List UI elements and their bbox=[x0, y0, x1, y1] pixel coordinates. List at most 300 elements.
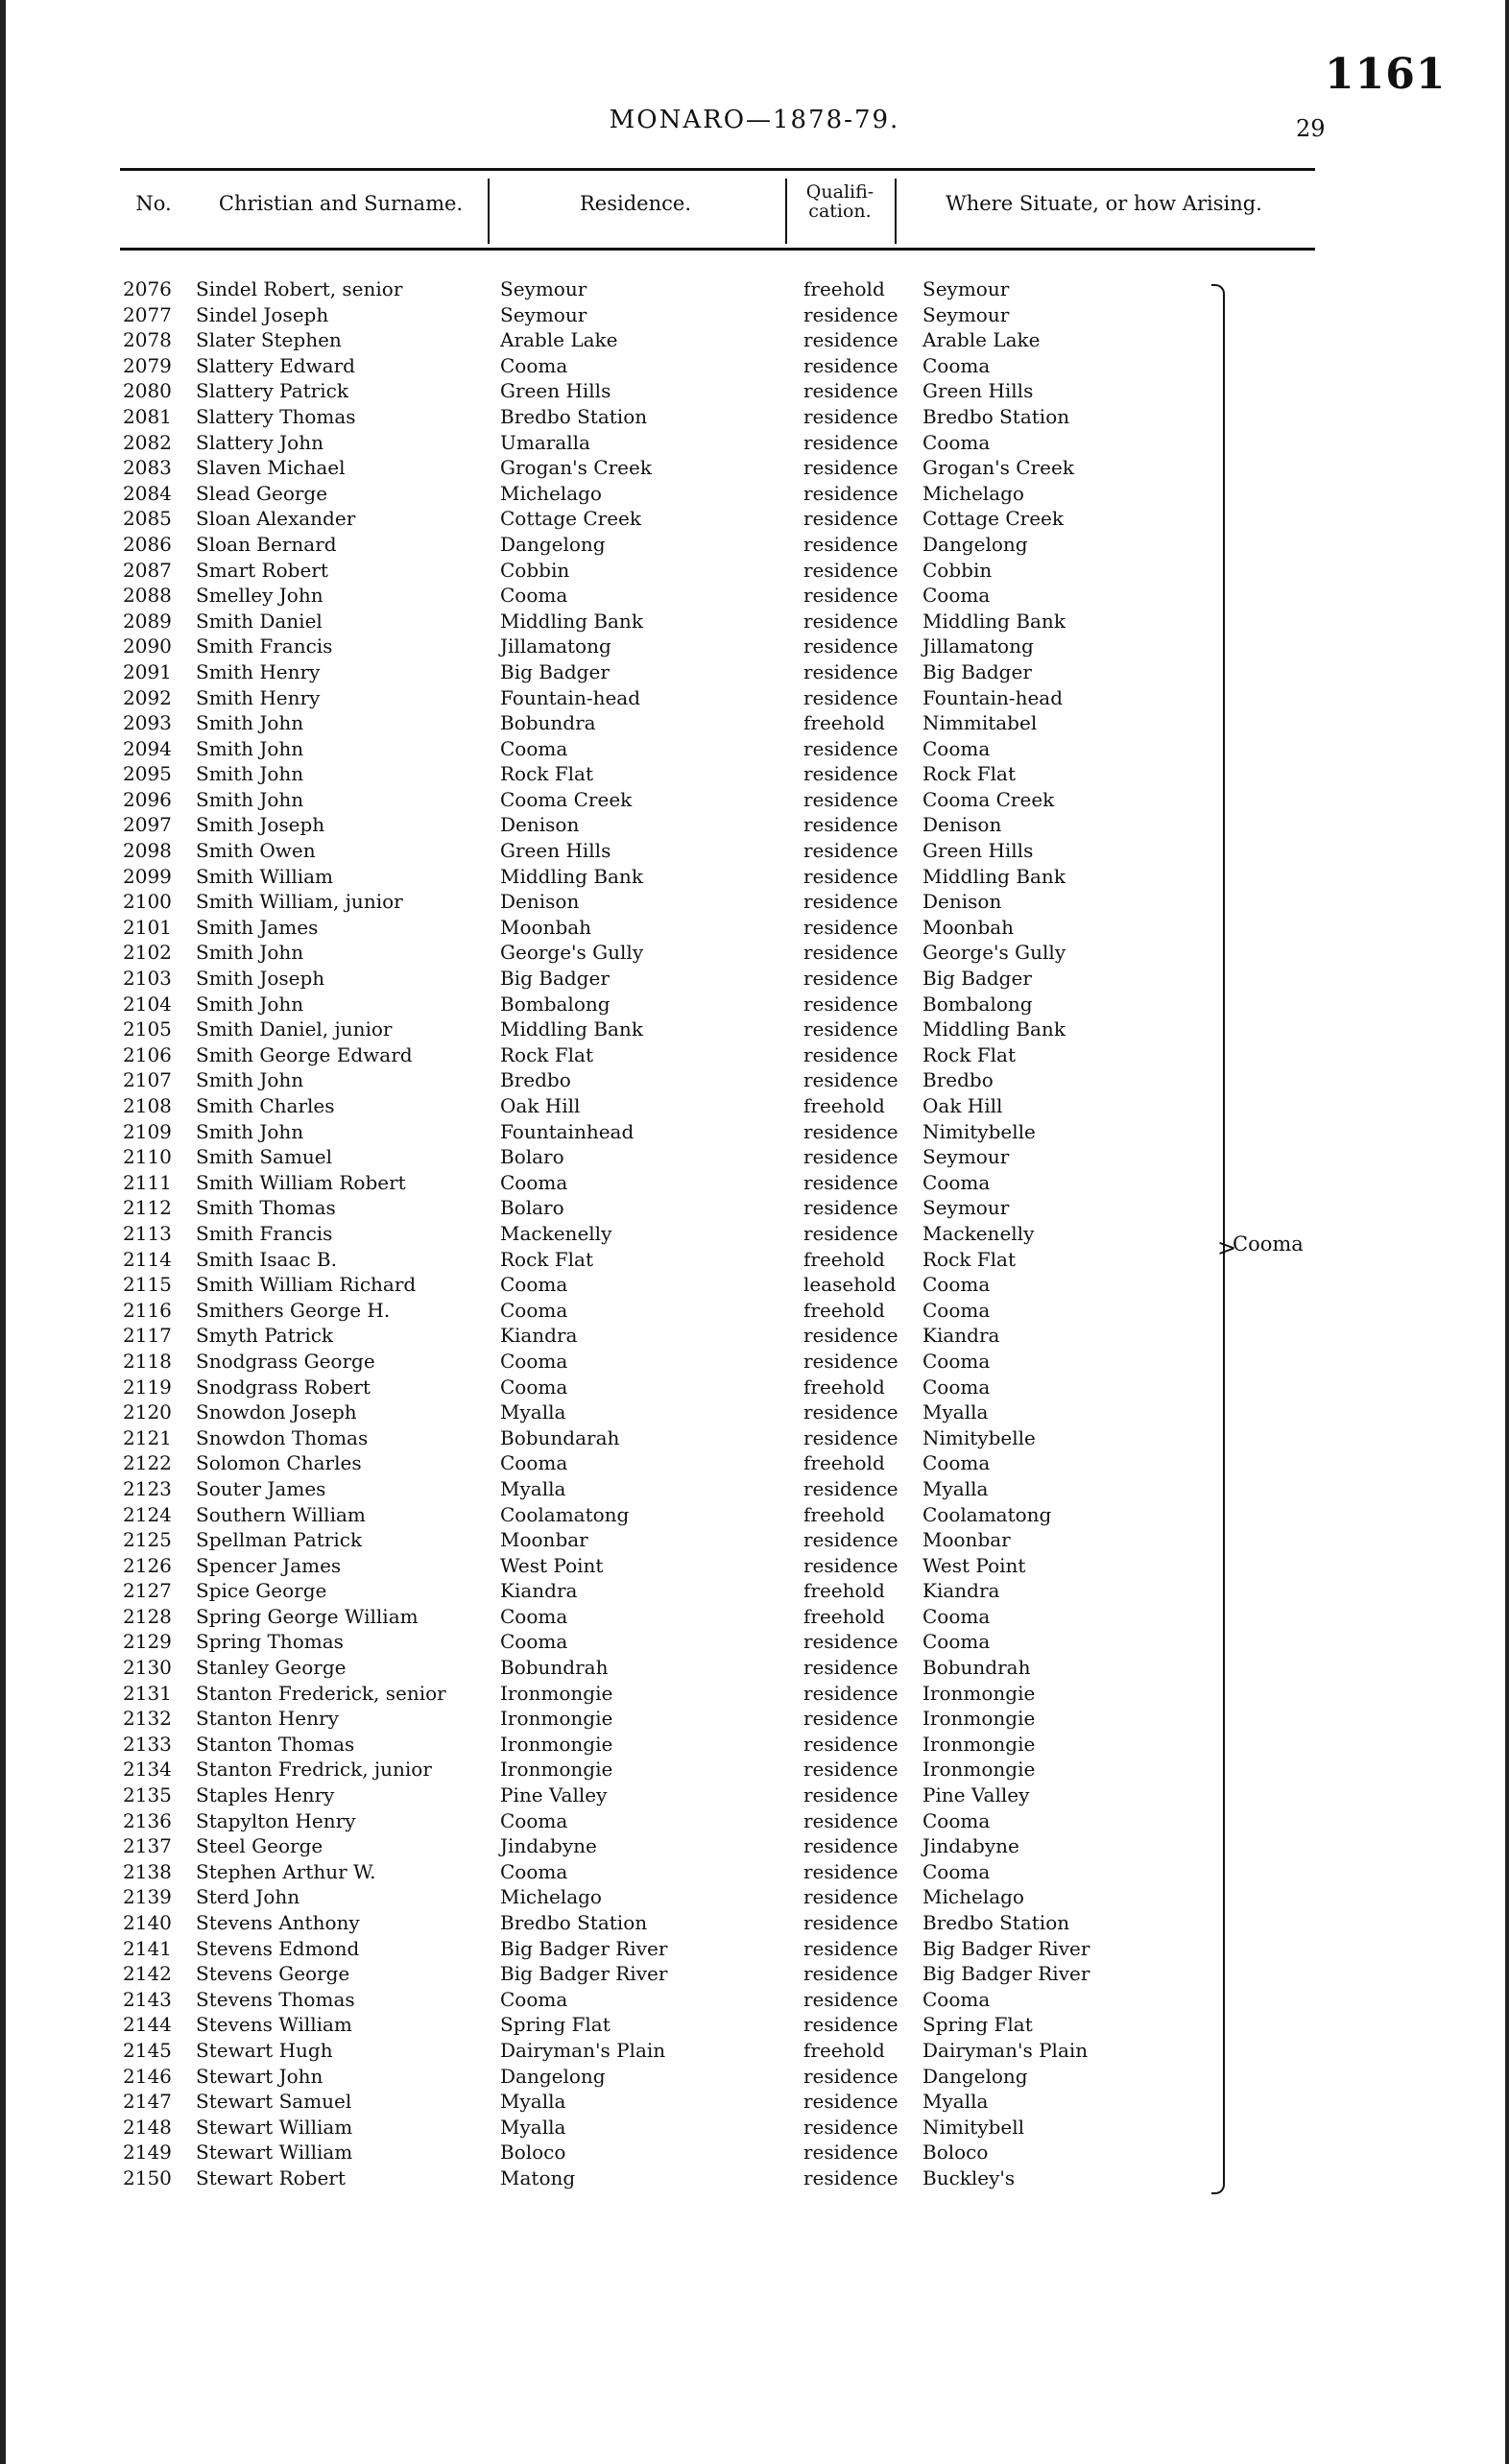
table-row bbox=[0, 1093, 1509, 1119]
entry-name: Sloan Alexander bbox=[196, 507, 356, 531]
entry-residence: Dangelong bbox=[500, 532, 606, 556]
entry-residence: Bobundarah bbox=[500, 1425, 620, 1449]
entry-qualification: residence bbox=[803, 1732, 898, 1756]
entry-name: Stewart John bbox=[196, 2064, 323, 2088]
entry-residence: Cooma Creek bbox=[500, 787, 633, 811]
entry-qualification: residence bbox=[803, 1221, 898, 1245]
entry-where: Denison bbox=[922, 890, 1002, 914]
table-row bbox=[0, 558, 1509, 584]
entry-qualification: residence bbox=[803, 1911, 898, 1934]
entry-number: 2146 bbox=[123, 2064, 172, 2088]
entry-number: 2080 bbox=[123, 379, 172, 403]
entry-residence: Seymour bbox=[500, 277, 587, 300]
table-row bbox=[0, 2012, 1509, 2038]
entry-residence: Bredbo bbox=[500, 1068, 571, 1092]
entry-where: Seymour bbox=[922, 1196, 1010, 1220]
entry-where: Cooma bbox=[922, 1273, 991, 1297]
entry-name: Smith John bbox=[196, 736, 304, 760]
entry-qualification: residence bbox=[803, 1630, 898, 1654]
bracket-label: Cooma bbox=[1233, 1232, 1304, 1256]
entry-qualification: residence bbox=[803, 584, 898, 608]
entry-residence: Jillamatong bbox=[500, 634, 611, 658]
entry-residence: West Point bbox=[500, 1553, 604, 1577]
column-header-no: No. bbox=[135, 192, 172, 215]
entry-number: 2087 bbox=[123, 558, 172, 582]
entry-number: 2128 bbox=[123, 1604, 172, 1628]
entry-qualification: residence bbox=[803, 762, 898, 786]
entry-name: Stapylton Henry bbox=[196, 1808, 356, 1832]
entry-number: 2117 bbox=[123, 1324, 172, 1348]
entry-residence: Big Badger bbox=[500, 659, 610, 683]
table-row bbox=[0, 992, 1509, 1017]
table-row bbox=[0, 1119, 1509, 1145]
entry-qualification: residence bbox=[803, 1962, 898, 1986]
entry-number: 2076 bbox=[123, 277, 172, 300]
table-row bbox=[0, 634, 1509, 659]
table-row bbox=[0, 915, 1509, 941]
table-row bbox=[0, 430, 1509, 456]
entry-number: 2122 bbox=[123, 1451, 172, 1475]
entry-qualification: residence bbox=[803, 1324, 898, 1348]
table-row bbox=[0, 1476, 1509, 1502]
entry-where: Middling Bank bbox=[922, 864, 1066, 888]
entry-residence: Green Hills bbox=[500, 839, 611, 863]
entry-name: Smith James bbox=[196, 915, 319, 939]
table-row bbox=[0, 583, 1509, 609]
entry-number: 2093 bbox=[123, 711, 172, 735]
entry-residence: Bolaro bbox=[500, 1196, 564, 1220]
entry-name: Smelley John bbox=[196, 584, 323, 608]
entry-residence: Myalla bbox=[500, 1400, 566, 1424]
entry-qualification: freehold bbox=[803, 1604, 885, 1628]
entry-number: 2102 bbox=[123, 941, 172, 965]
entry-where: Big Badger bbox=[922, 967, 1032, 991]
entry-qualification: residence bbox=[803, 1758, 898, 1782]
entry-residence: Kiandra bbox=[500, 1579, 578, 1603]
entry-name: Smyth Patrick bbox=[196, 1324, 334, 1348]
entry-number: 2086 bbox=[123, 532, 172, 556]
column-header-name: Christian and Surname. bbox=[218, 192, 464, 215]
entry-residence: Myalla bbox=[500, 2115, 566, 2139]
entry-name: Stanton Henry bbox=[196, 1707, 339, 1731]
entry-qualification: residence bbox=[803, 558, 898, 582]
entry-name: Stevens Thomas bbox=[196, 1987, 355, 2011]
entry-residence: Cooma bbox=[500, 1273, 568, 1297]
entry-number: 2082 bbox=[123, 430, 172, 454]
entry-name: Smithers George H. bbox=[196, 1298, 391, 1322]
entry-where: Coolamatong bbox=[922, 1502, 1052, 1526]
table-row bbox=[0, 1527, 1509, 1553]
entry-number: 2118 bbox=[123, 1349, 172, 1373]
table-row bbox=[0, 1144, 1509, 1170]
entry-number: 2134 bbox=[123, 1758, 172, 1782]
entry-where: Cooma bbox=[922, 1630, 991, 1654]
entry-number: 2085 bbox=[123, 507, 172, 531]
entry-name: Smith John bbox=[196, 762, 304, 786]
entry-number: 2147 bbox=[123, 2090, 172, 2114]
entry-where: Michelago bbox=[922, 481, 1024, 505]
entry-residence: Bobundrah bbox=[500, 1656, 609, 1680]
entry-qualification: residence bbox=[803, 1987, 898, 2011]
entry-where: Nimitybelle bbox=[922, 1119, 1036, 1143]
entry-qualification: residence bbox=[803, 456, 898, 480]
entry-qualification: residence bbox=[803, 430, 898, 454]
entry-name: Stewart William bbox=[196, 2141, 353, 2165]
entry-qualification: residence bbox=[803, 1476, 898, 1500]
entry-name: Smith John bbox=[196, 1068, 304, 1092]
entry-where: Cooma bbox=[922, 1298, 991, 1322]
table-row bbox=[0, 812, 1509, 838]
entry-qualification: residence bbox=[803, 1196, 898, 1220]
entry-qualification: residence bbox=[803, 1170, 898, 1194]
entry-qualification: residence bbox=[803, 1656, 898, 1680]
entry-name: Stewart Samuel bbox=[196, 2090, 352, 2114]
entry-qualification: freehold bbox=[803, 1298, 885, 1322]
entry-where: Ironmongie bbox=[922, 1681, 1036, 1705]
entry-qualification: residence bbox=[803, 379, 898, 403]
entry-name: Smith William bbox=[196, 864, 334, 888]
entry-residence: Ironmongie bbox=[500, 1758, 613, 1782]
entry-name: Smith Daniel, junior bbox=[196, 1017, 393, 1041]
entry-name: Sloan Bernard bbox=[196, 532, 337, 556]
entry-number: 2120 bbox=[123, 1400, 172, 1424]
entry-qualification: freehold bbox=[803, 1375, 885, 1399]
entry-qualification: residence bbox=[803, 1783, 898, 1807]
entry-residence: Bredbo Station bbox=[500, 1911, 648, 1934]
table-row bbox=[0, 1272, 1509, 1298]
table-row bbox=[0, 1732, 1509, 1758]
table-row bbox=[0, 2140, 1509, 2165]
entry-where: Dangelong bbox=[922, 532, 1028, 556]
entry-where: Ironmongie bbox=[922, 1707, 1036, 1731]
entry-name: Smith Joseph bbox=[196, 813, 325, 837]
entry-where: Ironmongie bbox=[922, 1758, 1036, 1782]
entry-where: Bredbo Station bbox=[922, 1911, 1070, 1934]
entry-where: Jillamatong bbox=[922, 634, 1034, 658]
entry-name: Snodgrass Robert bbox=[196, 1375, 371, 1399]
entry-name: Smith William, junior bbox=[196, 890, 403, 914]
entry-qualification: freehold bbox=[803, 277, 885, 300]
entry-qualification: residence bbox=[803, 1349, 898, 1373]
entry-name: Stanley George bbox=[196, 1656, 347, 1680]
entry-qualification: residence bbox=[803, 1119, 898, 1143]
entry-where: Seymour bbox=[922, 302, 1010, 326]
entry-number: 2092 bbox=[123, 685, 172, 709]
entry-residence: Umaralla bbox=[500, 430, 590, 454]
entry-name: Stephen Arthur W. bbox=[196, 1859, 376, 1883]
entry-where: Cooma bbox=[922, 1604, 991, 1628]
entry-number: 2143 bbox=[123, 1987, 172, 2011]
table-row bbox=[0, 506, 1509, 532]
entry-residence: Cooma bbox=[500, 1298, 568, 1322]
entry-name: Smith John bbox=[196, 787, 304, 811]
entry-number: 2107 bbox=[123, 1068, 172, 1092]
entry-where: Cooma bbox=[922, 1375, 991, 1399]
entry-number: 2114 bbox=[123, 1247, 172, 1271]
entry-number: 2079 bbox=[123, 353, 172, 377]
entry-name: Smith Owen bbox=[196, 839, 316, 863]
entry-number: 2094 bbox=[123, 736, 172, 760]
entry-number: 2115 bbox=[123, 1273, 172, 1297]
entry-qualification: residence bbox=[803, 302, 898, 326]
entry-residence: Bobundra bbox=[500, 711, 596, 735]
entry-name: Sterd John bbox=[196, 1885, 300, 1909]
table-row bbox=[0, 889, 1509, 915]
table-row bbox=[0, 609, 1509, 634]
entry-qualification: residence bbox=[803, 1528, 898, 1552]
entry-qualification: residence bbox=[803, 634, 898, 658]
entry-name: Spencer James bbox=[196, 1553, 342, 1577]
folio-number: 29 bbox=[1296, 115, 1326, 142]
entry-qualification: residence bbox=[803, 1936, 898, 1960]
entry-qualification: residence bbox=[803, 1145, 898, 1169]
entry-where: Cooma bbox=[922, 1349, 991, 1373]
table-row bbox=[0, 302, 1509, 328]
entry-where: Cooma bbox=[922, 1808, 991, 1832]
table-row bbox=[0, 1349, 1509, 1375]
table-row bbox=[0, 2038, 1509, 2064]
entry-residence: Cooma bbox=[500, 584, 568, 608]
header-rule-bottom bbox=[120, 248, 1315, 251]
entry-residence: Cooma bbox=[500, 1630, 568, 1654]
entry-number: 2112 bbox=[123, 1196, 172, 1220]
entry-qualification: leasehold bbox=[803, 1273, 897, 1297]
entry-number: 2137 bbox=[123, 1834, 172, 1858]
entry-qualification: residence bbox=[803, 890, 898, 914]
entry-qualification: residence bbox=[803, 1859, 898, 1883]
entry-qualification: residence bbox=[803, 507, 898, 531]
entry-residence: Middling Bank bbox=[500, 864, 643, 888]
entry-residence: Boloco bbox=[500, 2141, 566, 2165]
entry-number: 2138 bbox=[123, 1859, 172, 1883]
table-row bbox=[0, 1195, 1509, 1221]
entry-where: Moonbah bbox=[922, 915, 1015, 939]
entry-qualification: residence bbox=[803, 2115, 898, 2139]
entry-where: Bobundrah bbox=[922, 1656, 1031, 1680]
entry-residence: Green Hills bbox=[500, 379, 611, 403]
entry-where: Middling Bank bbox=[922, 1017, 1066, 1041]
entry-number: 2129 bbox=[123, 1630, 172, 1654]
entry-number: 2113 bbox=[123, 1221, 172, 1245]
entry-where: Big Badger bbox=[922, 659, 1032, 683]
entry-number: 2095 bbox=[123, 762, 172, 786]
entry-where: Cottage Creek bbox=[922, 507, 1064, 531]
table-row bbox=[0, 1067, 1509, 1093]
entry-number: 2098 bbox=[123, 839, 172, 863]
entry-name: Smith Joseph bbox=[196, 967, 325, 991]
table-row bbox=[0, 1859, 1509, 1885]
entry-number: 2126 bbox=[123, 1553, 172, 1577]
entry-qualification: residence bbox=[803, 967, 898, 991]
entry-residence: Rock Flat bbox=[500, 762, 594, 786]
entry-qualification: freehold bbox=[803, 1502, 885, 1526]
entry-name: Snowdon Joseph bbox=[196, 1400, 357, 1424]
entry-number: 2110 bbox=[123, 1145, 172, 1169]
table-row bbox=[0, 940, 1509, 966]
entry-name: Smith Isaac B. bbox=[196, 1247, 337, 1271]
entry-where: Dangelong bbox=[922, 2064, 1028, 2088]
entry-where: Kiandra bbox=[922, 1579, 1000, 1603]
entry-name: Smith Francis bbox=[196, 634, 333, 658]
entry-number: 2089 bbox=[123, 609, 172, 633]
table-row bbox=[0, 1936, 1509, 1962]
table-row bbox=[0, 1706, 1509, 1732]
entry-where: Buckley's bbox=[922, 2165, 1016, 2189]
entry-number: 2133 bbox=[123, 1732, 172, 1756]
entry-number: 2084 bbox=[123, 481, 172, 505]
entry-qualification: residence bbox=[803, 1425, 898, 1449]
entry-number: 2078 bbox=[123, 328, 172, 352]
entry-where: Kiandra bbox=[922, 1324, 1000, 1348]
entry-number: 2103 bbox=[123, 967, 172, 991]
entry-residence: Arable Lake bbox=[500, 328, 618, 352]
entry-where: Bredbo bbox=[922, 1068, 994, 1092]
table-row bbox=[0, 1425, 1509, 1451]
entry-qualification: residence bbox=[803, 787, 898, 811]
page-title: MONARO—1878-79. bbox=[609, 106, 900, 134]
table-row bbox=[0, 455, 1509, 481]
entry-number: 2100 bbox=[123, 890, 172, 914]
entry-qualification: freehold bbox=[803, 1247, 885, 1271]
entry-residence: Cooma bbox=[500, 1349, 568, 1373]
entry-name: Stewart Hugh bbox=[196, 2038, 333, 2062]
entry-number: 2104 bbox=[123, 992, 172, 1016]
entry-where: Seymour bbox=[922, 277, 1010, 300]
entry-where: Big Badger River bbox=[922, 1936, 1090, 1960]
entry-where: Cooma bbox=[922, 584, 991, 608]
entry-qualification: residence bbox=[803, 736, 898, 760]
entry-residence: Middling Bank bbox=[500, 1017, 643, 1041]
entry-name: Stewart Robert bbox=[196, 2165, 346, 2189]
entry-name: Snowdon Thomas bbox=[196, 1425, 369, 1449]
entry-number: 2150 bbox=[123, 2165, 172, 2189]
entry-number: 2108 bbox=[123, 1094, 172, 1117]
entry-qualification: residence bbox=[803, 2165, 898, 2189]
entry-name: Slattery Thomas bbox=[196, 404, 356, 428]
table-row bbox=[0, 1399, 1509, 1425]
entry-residence: George's Gully bbox=[500, 941, 644, 965]
entry-residence: Cooma bbox=[500, 736, 568, 760]
entry-where: Arable Lake bbox=[922, 328, 1041, 352]
entry-residence: Ironmongie bbox=[500, 1681, 613, 1705]
entry-where: Mackenelly bbox=[922, 1221, 1035, 1245]
entry-name: Slattery Edward bbox=[196, 353, 355, 377]
entry-number: 2136 bbox=[123, 1808, 172, 1832]
entry-residence: Michelago bbox=[500, 1885, 602, 1909]
table-row bbox=[0, 1910, 1509, 1936]
entry-residence: Myalla bbox=[500, 1476, 566, 1500]
entry-residence: Big Badger River bbox=[500, 1962, 668, 1986]
entry-qualification: residence bbox=[803, 1553, 898, 1577]
entry-qualification: residence bbox=[803, 1885, 898, 1909]
entry-qualification: residence bbox=[803, 1707, 898, 1731]
entry-name: Stevens George bbox=[196, 1962, 350, 1986]
entry-name: Slead George bbox=[196, 481, 328, 505]
bracket-point-icon: > bbox=[1217, 1234, 1237, 1261]
entry-qualification: freehold bbox=[803, 2038, 885, 2062]
entry-where: Cooma bbox=[922, 1451, 991, 1475]
entry-qualification: residence bbox=[803, 1042, 898, 1066]
entry-qualification: residence bbox=[803, 685, 898, 709]
entry-name: Smith William Robert bbox=[196, 1170, 406, 1194]
entry-residence: Cooma bbox=[500, 1375, 568, 1399]
table-row bbox=[0, 404, 1509, 430]
entry-number: 2139 bbox=[123, 1885, 172, 1909]
entry-residence: Mackenelly bbox=[500, 1221, 612, 1245]
entry-where: Rock Flat bbox=[922, 1247, 1017, 1271]
entry-qualification: residence bbox=[803, 2013, 898, 2037]
entry-qualification: residence bbox=[803, 2064, 898, 2088]
entry-name: Stewart William bbox=[196, 2115, 353, 2139]
entry-residence: Cottage Creek bbox=[500, 507, 641, 531]
table-row bbox=[0, 1629, 1509, 1655]
entry-where: Denison bbox=[922, 813, 1002, 837]
entry-name: Smith John bbox=[196, 992, 304, 1016]
table-row bbox=[0, 1961, 1509, 1987]
table-row bbox=[0, 327, 1509, 353]
entry-where: Pine Valley bbox=[922, 1783, 1030, 1807]
entry-qualification: residence bbox=[803, 992, 898, 1016]
entry-name: Smith Charles bbox=[196, 1094, 335, 1117]
entry-number: 2081 bbox=[123, 404, 172, 428]
table-row bbox=[0, 966, 1509, 992]
entry-residence: Rock Flat bbox=[500, 1042, 594, 1066]
entry-where: Fountain-head bbox=[922, 685, 1064, 709]
entry-number: 2124 bbox=[123, 1502, 172, 1526]
entry-name: Smith Henry bbox=[196, 659, 321, 683]
table-row bbox=[0, 1553, 1509, 1579]
entry-number: 2140 bbox=[123, 1911, 172, 1934]
entry-number: 2088 bbox=[123, 584, 172, 608]
table-row bbox=[0, 1808, 1509, 1834]
table-row bbox=[0, 838, 1509, 864]
table-row bbox=[0, 1987, 1509, 2013]
entry-name: Smith William Richard bbox=[196, 1273, 417, 1297]
entry-where: Seymour bbox=[922, 1145, 1010, 1169]
entry-qualification: residence bbox=[803, 328, 898, 352]
entry-name: Sindel Robert, senior bbox=[196, 277, 403, 300]
entry-qualification: residence bbox=[803, 941, 898, 965]
table-row bbox=[0, 1757, 1509, 1782]
entry-where: Rock Flat bbox=[922, 762, 1017, 786]
entry-number: 2130 bbox=[123, 1656, 172, 1680]
entry-number: 2097 bbox=[123, 813, 172, 837]
entry-where: Nimitybell bbox=[922, 2115, 1025, 2139]
entry-number: 2149 bbox=[123, 2141, 172, 2165]
table-row bbox=[0, 1681, 1509, 1707]
entry-qualification: residence bbox=[803, 839, 898, 863]
table-row bbox=[0, 378, 1509, 404]
entry-qualification: freehold bbox=[803, 1094, 885, 1117]
entry-qualification: residence bbox=[803, 2090, 898, 2114]
entry-where: Myalla bbox=[922, 1400, 989, 1424]
entry-where: Bombalong bbox=[922, 992, 1033, 1016]
entry-number: 2077 bbox=[123, 302, 172, 326]
entry-qualification: residence bbox=[803, 532, 898, 556]
entry-residence: Dairyman's Plain bbox=[500, 2038, 666, 2062]
table-row bbox=[0, 685, 1509, 711]
entry-number: 2145 bbox=[123, 2038, 172, 2062]
table-row bbox=[0, 1782, 1509, 1808]
table-row bbox=[0, 736, 1509, 762]
entry-name: Smith John bbox=[196, 1119, 304, 1143]
entry-where: Oak Hill bbox=[922, 1094, 1003, 1117]
entry-residence: Dangelong bbox=[500, 2064, 606, 2088]
entry-name: Snodgrass George bbox=[196, 1349, 375, 1373]
table-row bbox=[0, 1042, 1509, 1068]
table-row bbox=[0, 1833, 1509, 1859]
entry-where: Nimmitabel bbox=[922, 711, 1038, 735]
